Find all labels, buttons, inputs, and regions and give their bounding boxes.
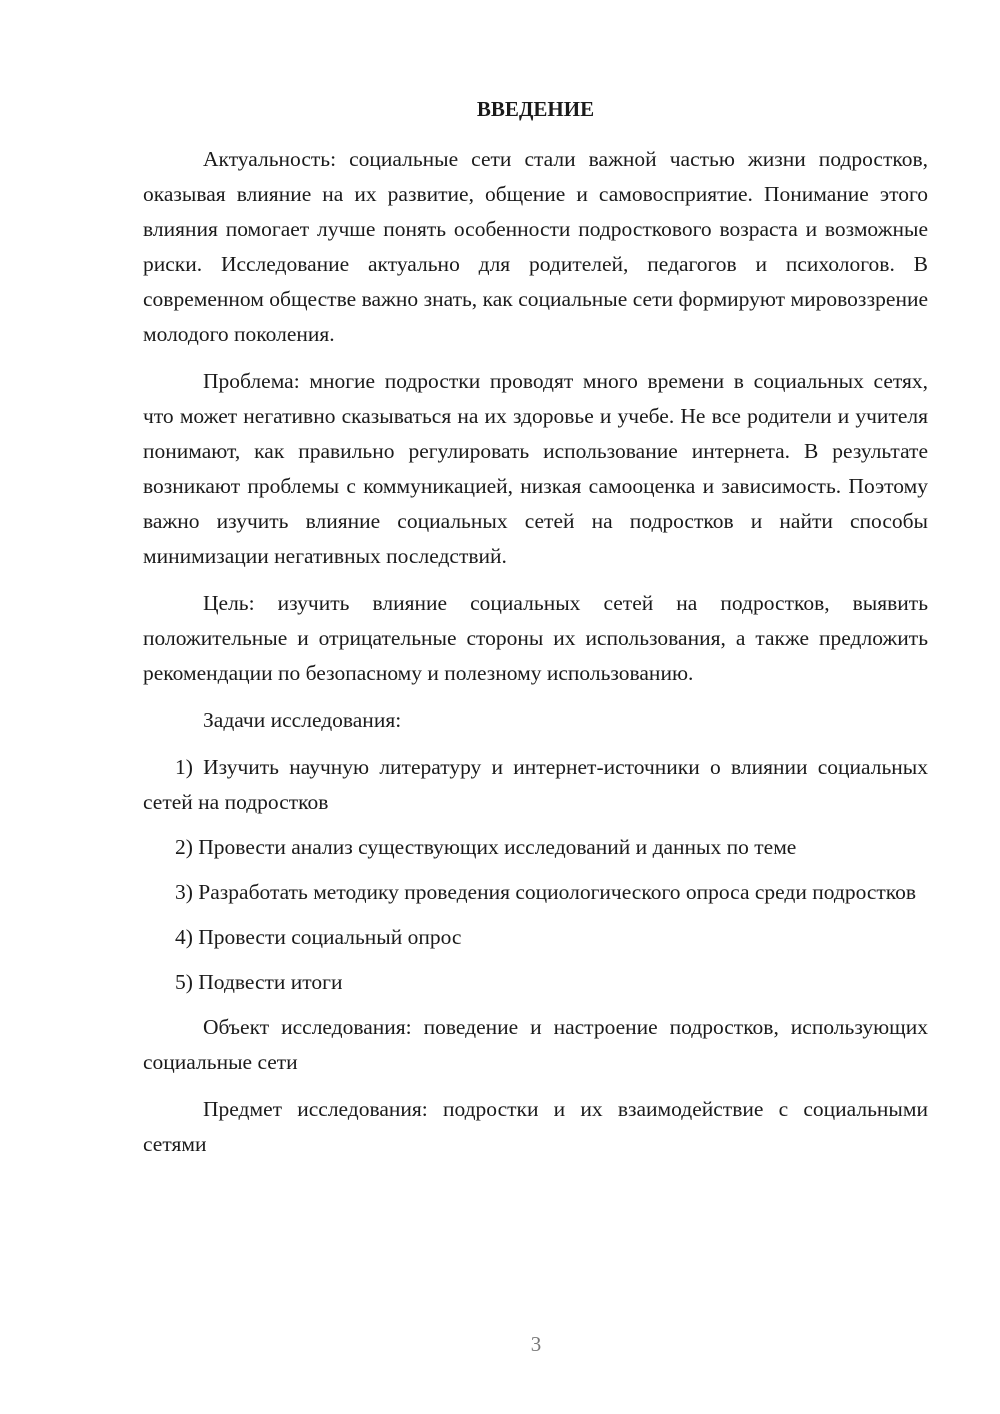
paragraph-tasks-heading: Задачи исследования: — [203, 708, 402, 732]
task-item-5: 5) Подвести итоги — [175, 970, 343, 994]
task-item-3: 3) Разработать методику проведения социологического опроса среди подростков — [175, 880, 917, 904]
paragraph-subject: Предмет исследования: подростки и их взаимодействие с социальными сетями — [143, 1097, 928, 1156]
task-item-1: 1) Изучить научную литературу и интернет-источники о влиянии социальных сетей на подростков — [143, 755, 928, 814]
task-item-4: 4) Провести социальный опрос — [175, 925, 462, 949]
paragraph-object: Объект исследования: поведение и настроение подростков, использующих социальные сети — [143, 1015, 928, 1074]
paragraph-goal: Цель: изучить влияние социальных сетей на подростков, выявить положительные и отрицательные стороны их использования, а также предложить рекомендации по безопасному и полезному использованию. — [143, 591, 928, 685]
page-number: 3 — [530, 1332, 542, 1356]
paragraph-relevance: Актуальность: социальные сети стали важной частью жизни подростков, оказывая влияние на их развитие, общение и самовосприятие. Понимание этого влияния помогает лучше понять особенности подросткового возраста и возможные риски. Исследование актуально для родителей, педагогов и психологов. В современном обществе важно знать, как социальные сети формируют мировоззрение молодого поколения. — [143, 147, 928, 346]
section-title: ВВЕДЕНИЕ — [476, 97, 595, 121]
paragraph-problem: Проблема: многие подростки проводят много времени в социальных сетях, что может негативно сказываться на их здоровье и учебе. Не все родители и учителя понимают, как правильно регулировать использование интернета. В результате возникают проблемы с коммуникацией, низкая самооценка и зависимость. Поэтому важно изучить влияние социальных сетей на подростков и найти способы минимизации негативных последствий. — [143, 369, 928, 568]
task-item-2: 2) Провести анализ существующих исследований и данных по теме — [175, 835, 797, 859]
document-page — [143, 92, 928, 1174]
